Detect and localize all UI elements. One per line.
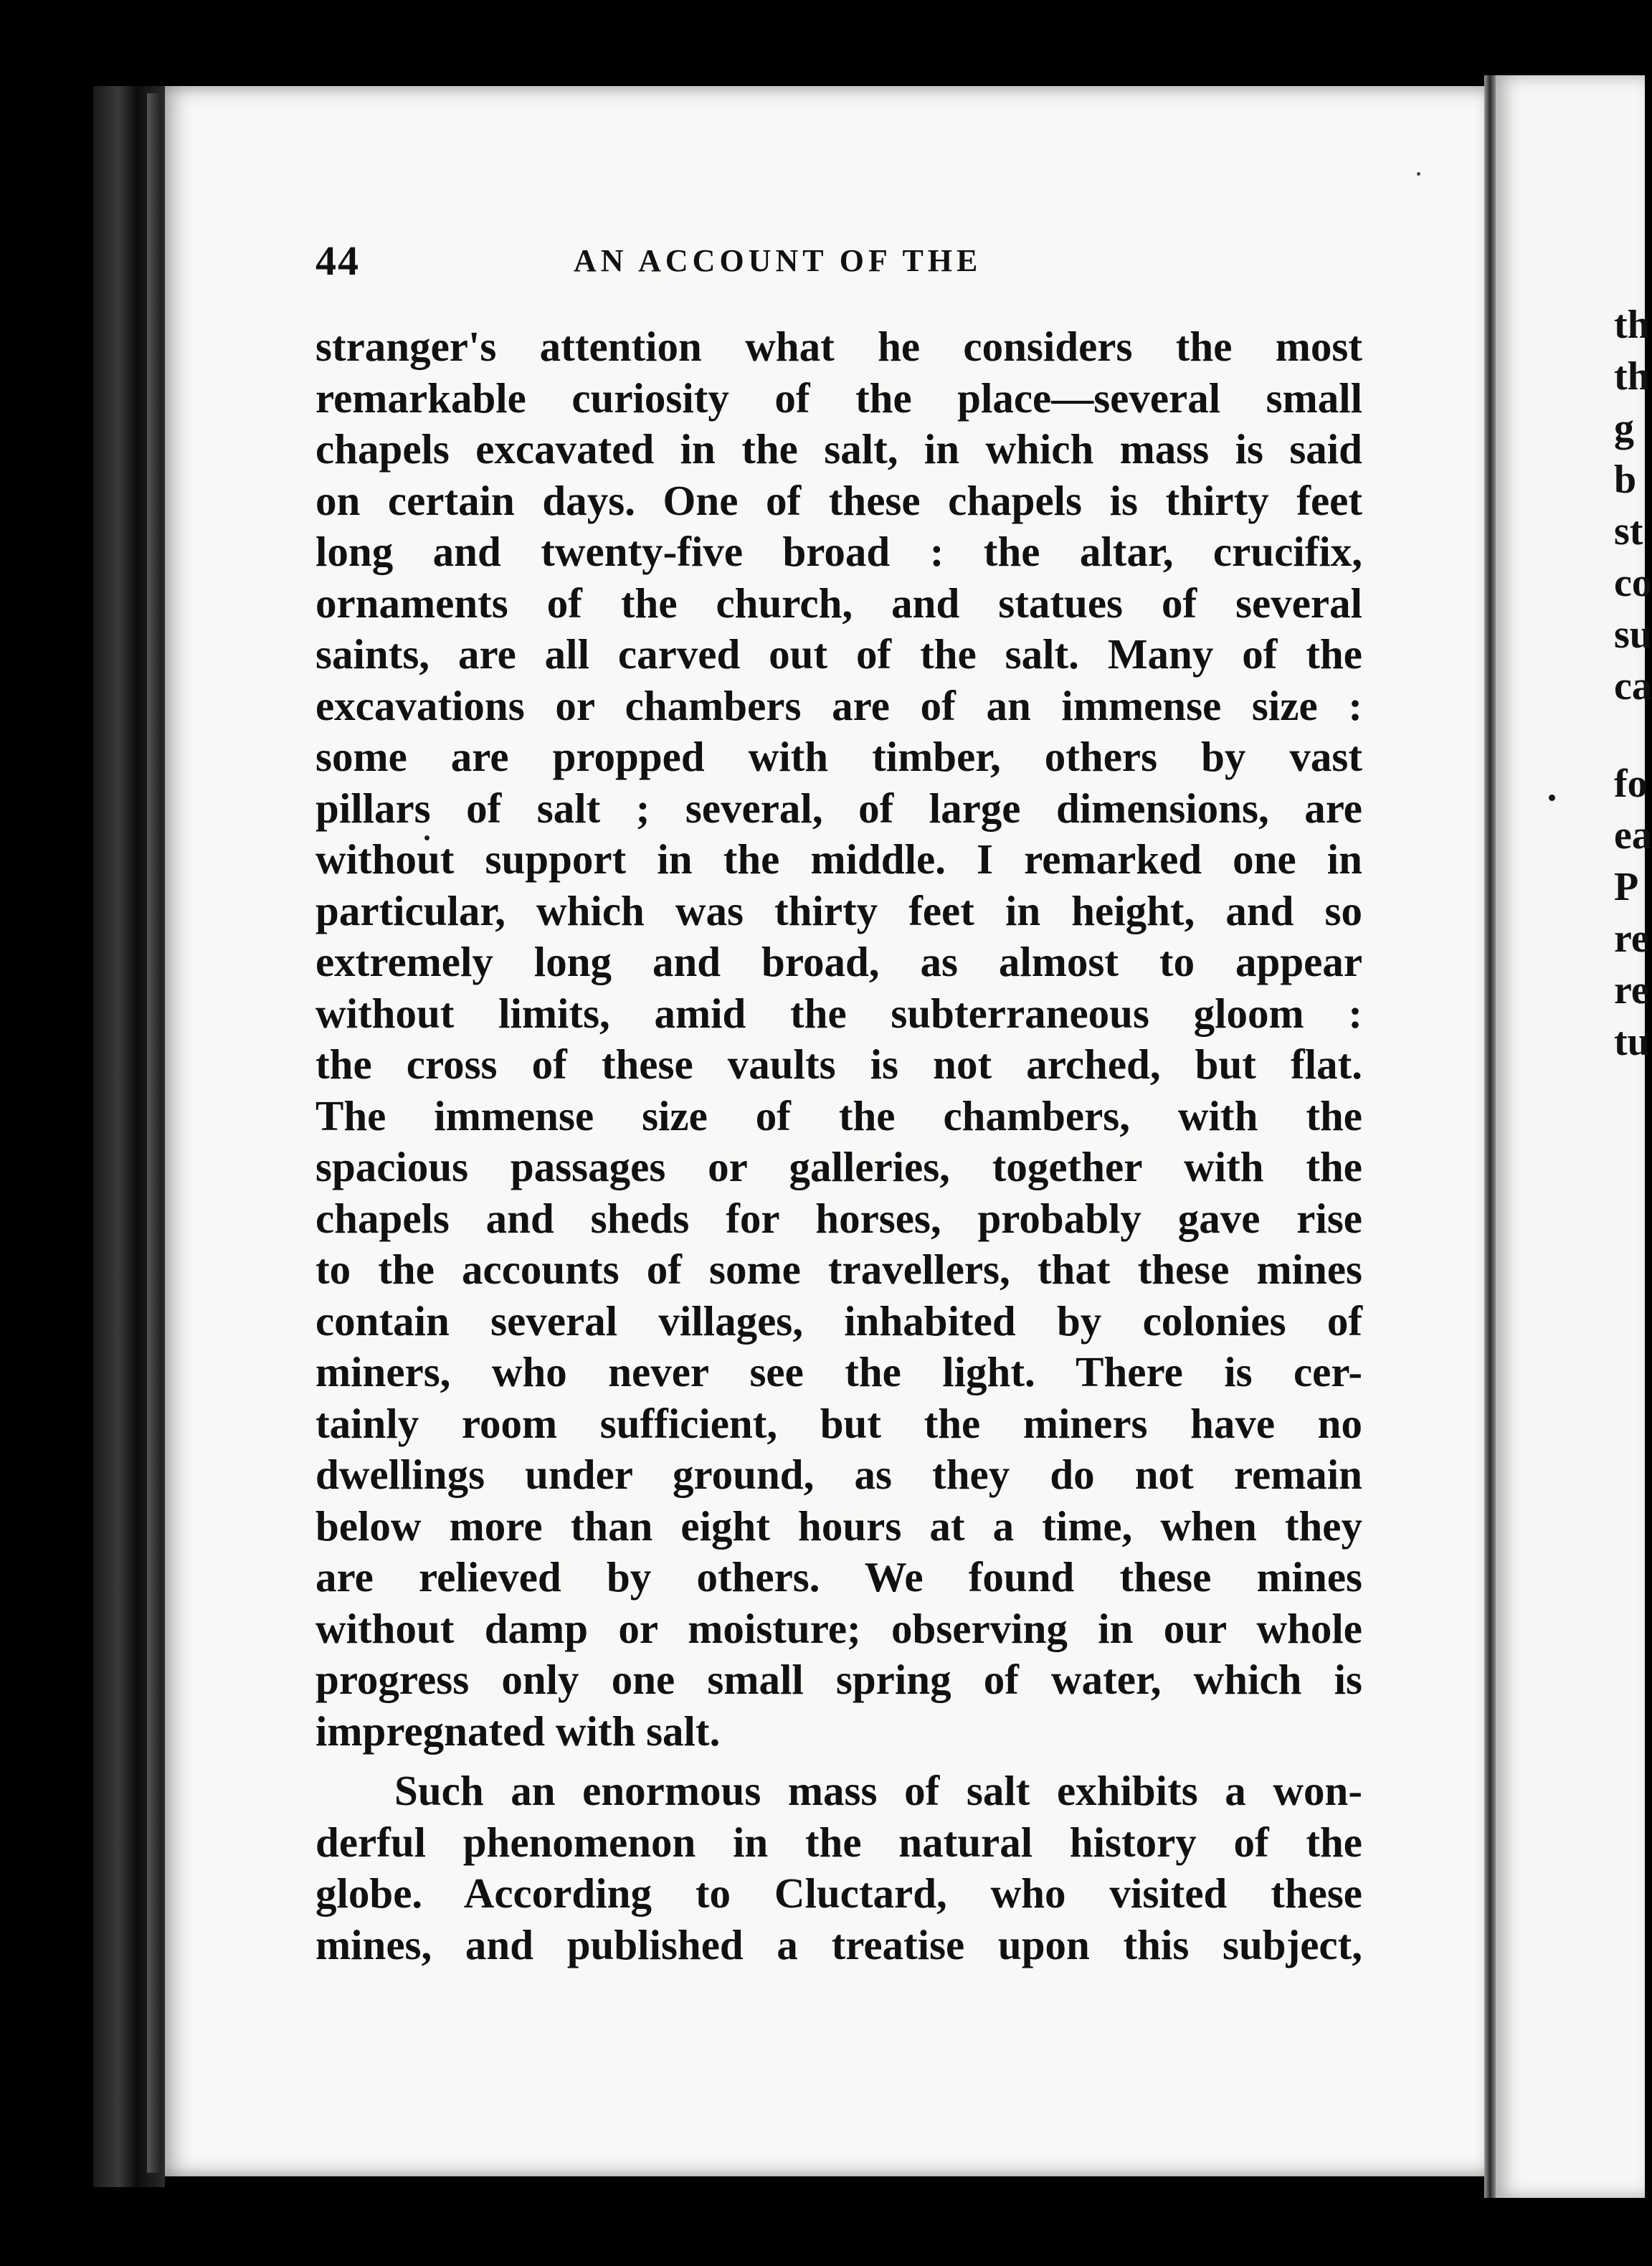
text-line: without limits, amid the subterraneous gloom : [315,989,1362,1037]
text-line: long and twenty-five broad : the altar, crucifix, [315,528,1362,575]
facing-page-text-fragment: tu [1614,1020,1650,1064]
facing-page-text-fragment: st [1614,509,1643,554]
facing-page-text-fragment: g [1614,406,1634,450]
text-line: impregnated with salt. [315,1707,721,1755]
text-line: tainly room sufficient, but the miners have no [315,1399,1362,1447]
text-line: remarkable curiosity of the place—several small [315,374,1362,422]
text-line: contain several villages, inhabited by colonies of [315,1296,1362,1345]
facing-page-text-fragment: b [1614,458,1637,502]
running-title: AN ACCOUNT OF THE [574,243,982,278]
text-line: to the accounts of some travellers, that these mines [315,1246,1362,1293]
facing-page-text-fragment: ea [1614,813,1652,858]
paper-speck [1417,172,1420,176]
text-line: globe. According to Cluctard, who visited these [315,1869,1362,1917]
text-line: miners, who never see the light. There is cer- [315,1348,1362,1395]
facing-page-text-fragment: re [1614,916,1649,961]
text-line: ornaments of the church, and statues of several [315,579,1362,627]
text-line: excavations or chambers are of an immense size : [315,681,1362,729]
spine-edge [147,93,161,2173]
paragraph-gap [315,1757,1362,1765]
text-line: The immense size of the chambers, with the [315,1091,1362,1139]
text-line: stranger's attention what he considers the most [315,323,1362,370]
text-line: below more than eight hours at a time, when they [315,1502,1362,1550]
text-line: pillars of salt ; several, of large dimensions, are [315,784,1362,832]
running-head [315,237,1413,287]
facing-page-text-fragment: th [1614,303,1650,347]
facing-page-text-fragment: re [1614,968,1649,1013]
text-line: spacious passages or galleries, together with the [315,1143,1362,1190]
text-line: dwellings under ground, as they do not remain [315,1451,1362,1498]
text-line: mines, and published a treatise upon this subject, [315,1920,1362,1968]
text-line: chapels and sheds for horses, probably gave rise [315,1194,1362,1242]
text-line: the cross of these vaults is not arched, but flat. [315,1040,1362,1088]
text-line: Such an enormous mass of salt exhibits a won- [394,1767,1362,1814]
facing-page-text-fragment: ca [1614,664,1652,708]
text-line: are relieved by others. We found these mines [315,1553,1362,1601]
text-line: progress only one small spring of water, which is [315,1656,1362,1703]
text-line: on certain days. One of these chapels is thirty feet [315,476,1362,524]
page-number: 44 [315,237,360,284]
facing-page-text-fragment: P [1614,865,1639,909]
book-page-right-cropped [1496,75,1652,2198]
text-line: extremely long and broad, as almost to appear [315,938,1362,985]
text-line: chapels excavated in the salt, in which mass is said [315,425,1362,473]
page-gutter [1484,75,1496,2198]
text-line: without damp or moisture; observing in our whole [315,1604,1362,1652]
facing-page-text-fragment: co [1614,561,1652,605]
facing-page-text-fragment: th [1614,354,1650,399]
page-body-text [315,321,1362,1971]
text-line: derful phenomenon in the natural history of the [315,1818,1362,1866]
text-line: saints, are all carved out of the salt. Many of the [315,630,1362,678]
text-line: some are propped with timber, others by vast [315,733,1362,780]
facing-page-text-fragment: su [1614,612,1652,657]
text-line: without support in the middle. I remarked one in [315,835,1362,883]
paper-speck [1549,795,1555,801]
text-line: particular, which was thirty feet in height, and so [315,886,1362,934]
facing-page-text-fragment: fo [1614,762,1648,806]
